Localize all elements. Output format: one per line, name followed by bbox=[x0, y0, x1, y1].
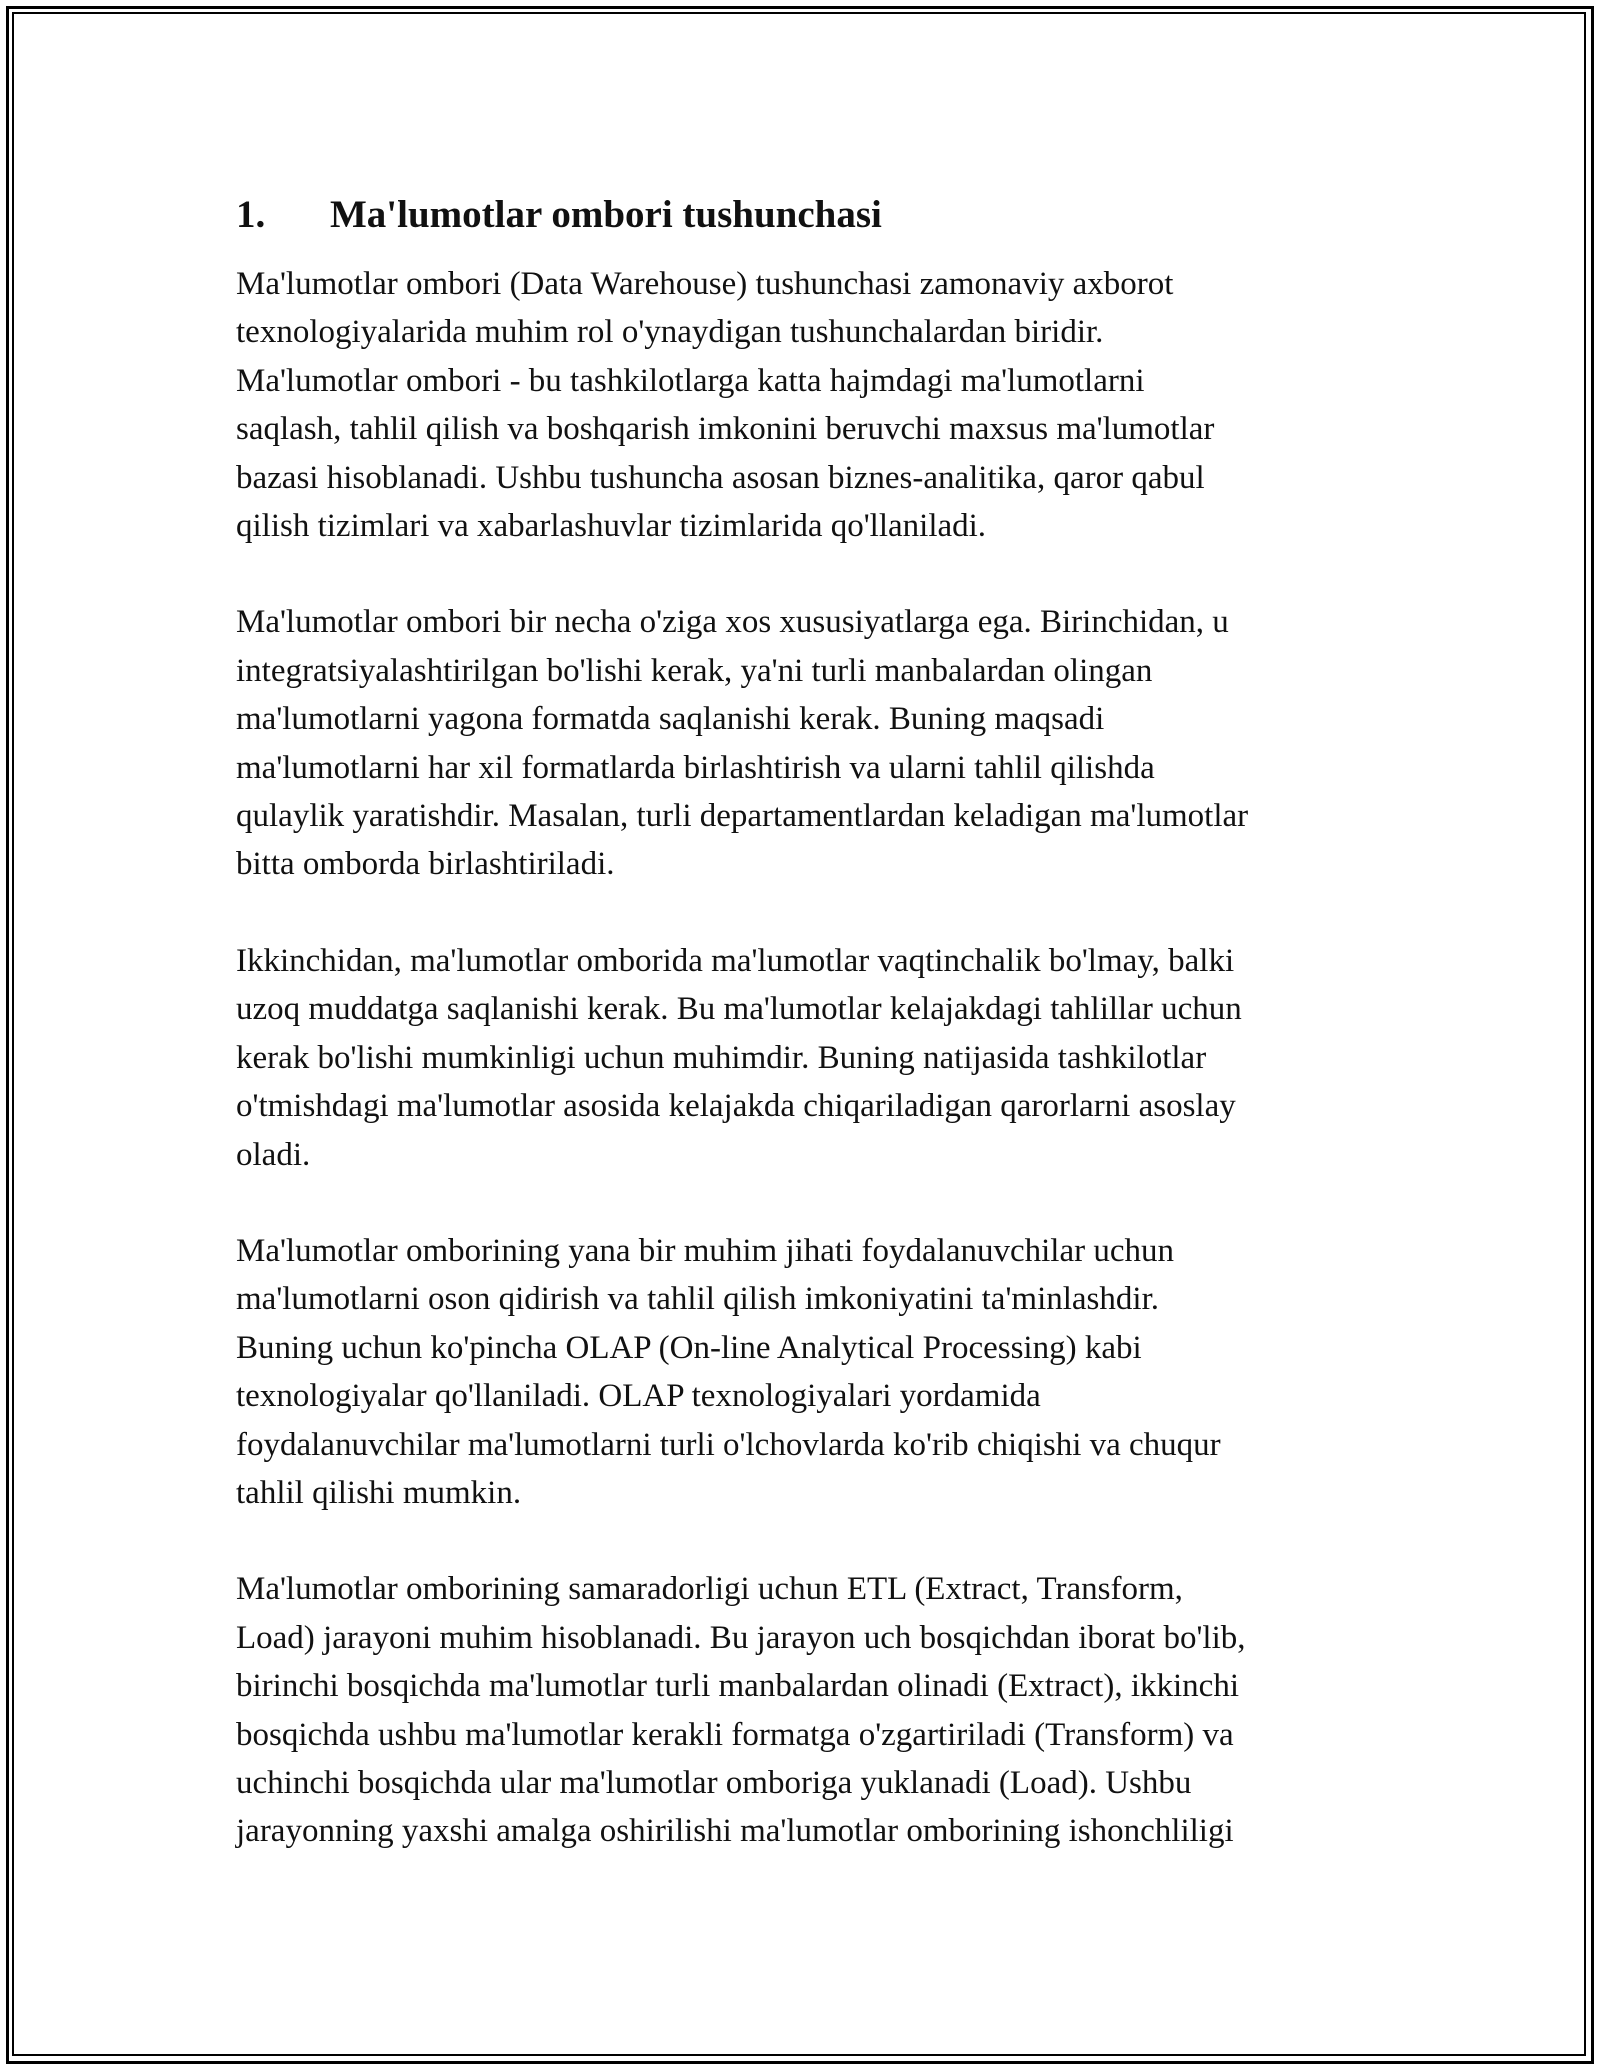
text-line: birinchi bosqichda ma'lumotlar turli manbalardan olinadi (Extract), ikkinchi bbox=[236, 1668, 1239, 1705]
text-line: Ma'lumotlar ombori (Data Warehouse) tushunchasi zamonaviy axborot bbox=[236, 266, 1174, 302]
text-line: bosqichda ushbu ma'lumotlar kerakli formatga o'zgartiriladi (Transform) va bbox=[236, 1716, 1234, 1753]
text-line: uzoq muddatga saqlanishi kerak. Bu ma'lumotlar kelajakdagi tahlillar uchun bbox=[236, 991, 1242, 1028]
text-line: bitta omborda birlashtiriladi. bbox=[236, 846, 615, 883]
section-title: Ma'lumotlar ombori tushunchasi bbox=[330, 193, 882, 236]
text-line: qulaylik yaratishdir. Masalan, turli departamentlardan keladigan ma'lumotlar bbox=[236, 798, 1249, 835]
text-line: Load) jarayoni muhim hisoblanadi. Bu jarayon uch bosqichdan iborat bo'lib, bbox=[236, 1619, 1246, 1656]
text-line: integratsiyalashtirilgan bo'lishi kerak, ya'ni turli manbalardan olingan bbox=[236, 652, 1153, 689]
text-line: saqlash, tahlil qilish va boshqarish imkonini beruvchi maxsus ma'lumotlar bbox=[236, 411, 1215, 448]
text-line: ma'lumotlarni oson qidirish va tahlil qilish imkoniyatini ta'minlashdir. bbox=[236, 1281, 1159, 1318]
text-line: foydalanuvchilar ma'lumotlarni turli o'lchovlarda ko'rib chiqishi va chuqur bbox=[236, 1426, 1221, 1463]
paragraph bbox=[236, 1227, 1366, 1517]
text-line: o'tmishdagi ma'lumotlar asosida kelajakda chiqariladigan qarorlarni asoslay bbox=[236, 1088, 1236, 1125]
text-line: Ma'lumotlar omborining yana bir muhim jihati foydalanuvchilar uchun bbox=[236, 1232, 1174, 1269]
text-line: tahlil qilishi mumkin. bbox=[236, 1474, 522, 1511]
paragraph bbox=[236, 937, 1366, 1179]
paragraph bbox=[236, 260, 1366, 550]
section-heading bbox=[236, 190, 1366, 240]
text-line: jarayonning yaxshi amalga oshirilishi ma'lumotlar omborining ishonchliligi bbox=[236, 1813, 1234, 1850]
text-line: ma'lumotlarni har xil formatlarda birlashtirish va ularni tahlil qilishda bbox=[236, 749, 1155, 786]
text-line: texnologiyalar qo'llaniladi. OLAP texnologiyalari yordamida bbox=[236, 1378, 1041, 1415]
text-line: bazasi hisoblanadi. Ushbu tushuncha asosan biznes-analitika, qaror qabul bbox=[236, 459, 1205, 496]
text-line: qilish tizimlari va xabarlashuvlar tizimlarida qo'llaniladi. bbox=[236, 508, 987, 545]
text-line: Buning uchun ko'pincha OLAP (On-line Analytical Processing) kabi bbox=[236, 1329, 1142, 1366]
text-line: kerak bo'lishi mumkinligi uchun muhimdir. Buning natijasida tashkilotlar bbox=[236, 1039, 1207, 1076]
text-line: Ma'lumotlar omborining samaradorligi uchun ETL (Extract, Transform, bbox=[236, 1571, 1183, 1608]
paragraph bbox=[236, 1565, 1366, 1855]
text-line: Ikkinchidan, ma'lumotlar omborida ma'lumotlar vaqtinchalik bo'lmay, balki bbox=[236, 942, 1235, 979]
text-line: texnologiyalarida muhim rol o'ynaydigan tushunchalardan biridir. bbox=[236, 314, 1104, 351]
text-line: Ma'lumotlar ombori bir necha o'ziga xos xususiyatlarga ega. Birinchidan, u bbox=[236, 604, 1229, 641]
section-number: 1. bbox=[236, 193, 266, 236]
document-body bbox=[236, 190, 1366, 1904]
paragraph-list bbox=[236, 260, 1366, 1856]
paragraph bbox=[236, 598, 1366, 888]
text-line: oladi. bbox=[236, 1136, 311, 1173]
text-line: ma'lumotlarni yagona formatda saqlanishi kerak. Buning maqsadi bbox=[236, 701, 1105, 738]
text-line: uchinchi bosqichda ular ma'lumotlar omboriga yuklanadi (Load). Ushbu bbox=[236, 1764, 1192, 1801]
text-line: Ma'lumotlar ombori - bu tashkilotlarga katta hajmdagi ma'lumotlarni bbox=[236, 362, 1145, 399]
